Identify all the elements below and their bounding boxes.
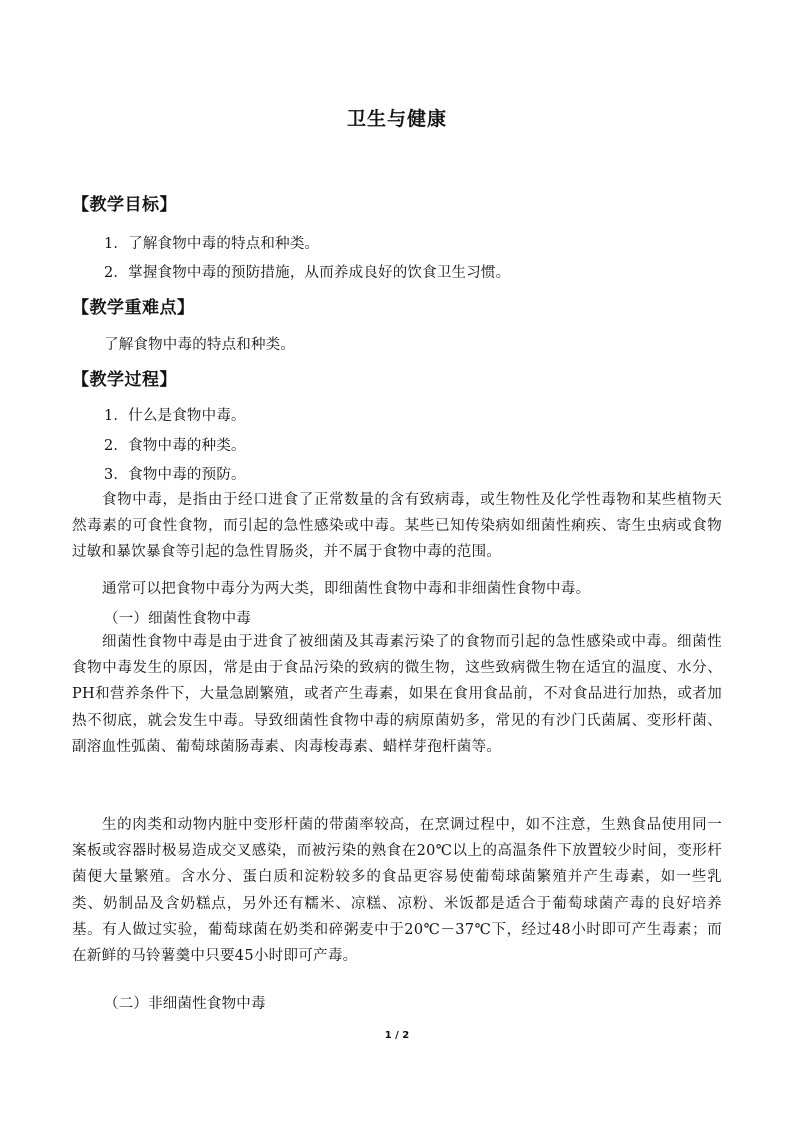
objective-item-1: 1．了解食物中毒的特点和种类。 xyxy=(104,236,320,252)
objectives-heading: 【教学目标】 xyxy=(72,195,177,215)
key-points-heading: 【教学重难点】 xyxy=(72,298,195,318)
paragraph-proteus: 生的肉类和动物内脏中变形杆菌的带菌率较高，在烹调过程中，如不注意，生熟食品使用同一案板或容器时极易造成交叉感染，而被污染的熟食在20℃以上的高温条件下放置较少时间，变形杆菌便大量繁殖。含水分、蛋白质和淀粉较多的食品更容易使葡萄球菌繁殖并产生毒素，如一些乳类、奶制品及含奶糕点，另外还有糯米、凉糕、凉粉、米饭都是适合于葡萄球菌产毒的良好培养基。有人做过实验，葡萄球菌在奶类和碎粥麦中于20℃－37℃下，经过48小时即可产生毒素；而在新鲜的马铃薯羹中只要45小时即可产毒。 xyxy=(72,817,722,965)
paragraph-definition: 食物中毒，是指由于经口进食了正常数量的含有致病毒，或生物性及化学性毒物和某些植物天然毒素的可食性食物，而引起的急性感染或中毒。某些已知传染病如细菌性痢疾、寄生虫病或食物过敏和暴饮暴食等引起的急性胃肠炎，并不属于食物中毒的范围。 xyxy=(72,492,722,561)
paragraph-classification: 通常可以把食物中毒分为两大类，即细菌性食物中毒和非细菌性食物中毒。 xyxy=(102,581,591,597)
paragraph-bacterial: 细菌性食物中毒是由于进食了被细菌及其毒素污染了的食物而引起的急性感染或中毒。细菌性食物中毒发生的原因，常是由于食品污染的致病的微生物，这些致病微生物在适宜的温度、水分、PH和营养条件下，大量急剧繁殖，或者产生毒素，如果在食用食品前，不对食品进行加热，或者加热不彻底，就会发生中毒。导致细菌性食物中毒的病原菌奶多，常见的有沙门氏菌属、变形杆菌、副溶血性弧菌、葡萄球菌肠毒素、肉毒梭毒素、蜡样芽孢杆菌等。 xyxy=(72,634,722,755)
objective-item-2: 2．掌握食物中毒的预防措施，从而养成良好的饮食卫生习惯。 xyxy=(104,265,511,281)
process-heading: 【教学过程】 xyxy=(72,370,177,390)
process-item-1: 1．什么是食物中毒。 xyxy=(104,408,246,424)
process-item-2: 2．食物中毒的种类。 xyxy=(104,438,246,454)
key-points-text: 了解食物中毒的特点和种类。 xyxy=(104,337,296,353)
document-title: 卫生与健康 xyxy=(346,108,447,130)
subsection-bacterial: （一）细菌性食物中毒 xyxy=(104,611,251,627)
subsection-nonbacterial: （二）非细菌性食物中毒 xyxy=(104,996,266,1012)
page-number: 1 / 2 xyxy=(384,1030,410,1041)
process-item-3: 3．食物中毒的预防。 xyxy=(104,467,246,483)
